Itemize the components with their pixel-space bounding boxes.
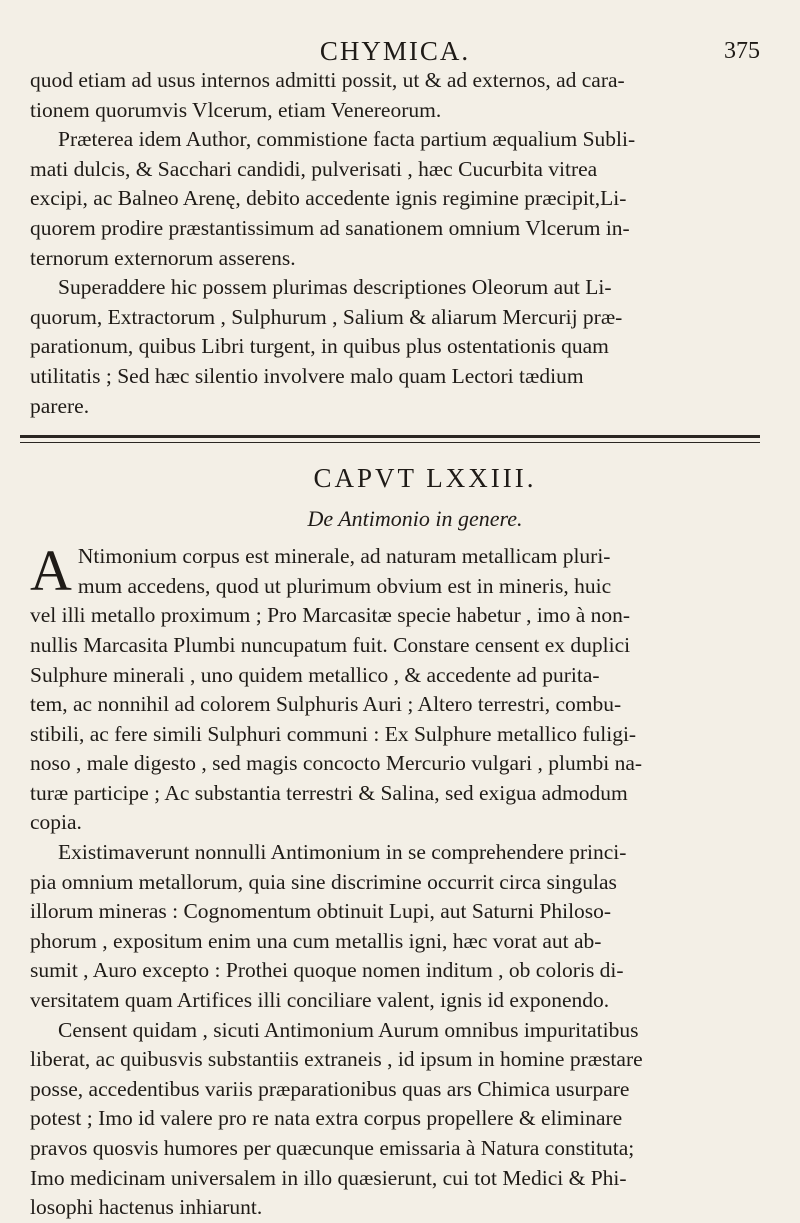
text-line: quorum, Extractorum , Sulphurum , Salium & aliarum Mercurij præ- (30, 304, 623, 329)
text-line: Præterea idem Author, commistione facta partium æqualium Subli- (58, 127, 636, 152)
text-line: copia. (30, 810, 82, 835)
chapter-text (30, 538, 760, 1223)
text-line: tem, ac nonnihil ad colorem Sulphuris Auri ; Altero terrestri, combu- (30, 692, 622, 717)
text-line: mum accedens, quod ut plurimum obvium est in mineris, huic (77, 573, 612, 598)
text-line: losophi hactenus inhiarunt. (30, 1195, 263, 1220)
text-line: illorum mineras : Cognomentum obtinuit Lupi, aut Saturni Philoso- (30, 899, 612, 924)
text-line: liberat, ac quibusvis substantiis extraneis , id ipsum in homine præstare (30, 1047, 643, 1072)
text-line: turæ participe ; Ac substantia terrestri & Salina, sed exigua admodum (30, 780, 628, 805)
text-line: pravos quosvis humores per quæcunque emissaria à Natura constituta; (30, 1136, 635, 1160)
text-line: parere. (30, 393, 90, 418)
text-line: Sulphure minerali , uno quidem metallico , & accedente ad purita- (30, 662, 600, 687)
text-line: quorem prodire præstantissimum ad sanationem omnium Vlcerum in- (30, 215, 630, 240)
drop-cap-initial: A (30, 538, 72, 604)
text-line: phorum , expositum enim una cum metallis igni, hæc vorat aut ab- (30, 928, 602, 953)
text-line: stibili, ac fere simili Sulphuri communi : Ex Sulphure metallico fuligi- (30, 721, 637, 746)
text-line: posse, accedentibus variis præparationibus quas ars Chimica usurpare (30, 1076, 630, 1101)
text-line: versitatem quam Artifices illi conciliare valent, ignis id exponendo. (30, 988, 610, 1013)
text-line: Existimaverunt nonnulli Antimonium in se comprehendere princi- (58, 840, 627, 865)
text-line: parationum, quibus Libri turgent, in quibus plus ostentationis quam (30, 334, 609, 359)
text-line: vel illi metallo proximum ; Pro Marcasitæ specie habetur , imo à non- (30, 603, 631, 628)
page-number: 375 (724, 38, 760, 64)
text-line: quod etiam ad usus internos admitti possit, ut & ad externos, ad cara- (30, 68, 625, 92)
text-line: potest ; Imo id valere pro re nata extra corpus propellere & eliminare (30, 1106, 623, 1131)
preceding-text (30, 66, 760, 421)
section-divider (20, 435, 760, 443)
text-line: Superaddere hic possem plurimas descriptiones Oleorum aut Li- (58, 275, 612, 300)
text-line: Censent quidam , sicuti Antimonium Aurum omnibus impuritatibus (58, 1017, 639, 1042)
text-line: pia omnium metallorum, quia sine discrimine occurrit circa singulas (30, 869, 617, 894)
text-line: Imo medicinam universalem in illo quæsierunt, cui tot Medici & Phi- (30, 1165, 627, 1190)
running-title: CHYMICA. (319, 36, 471, 66)
text-line: mati dulcis, & Sacchari candidi, pulverisati , hæc Cucurbita vitrea (30, 156, 598, 181)
text-line: noso , male digesto , sed magis concocto Mercurio vulgari , plumbi na- (30, 751, 643, 776)
chapter-subtitle: De Antimonio in genere. (307, 506, 523, 532)
text-line: ternorum externorum asserens. (30, 245, 296, 270)
running-head (30, 36, 760, 66)
text-line: excipi, ac Balneo Arenę, debito accedente ignis regimine præcipit,Li- (30, 186, 627, 211)
text-line: Ntimonium corpus est minerale, ad naturam metallicam pluri- (77, 544, 611, 569)
text-line: tionem quorumvis Vlcerum, etiam Venereorum. (30, 97, 442, 122)
text-line: utilitatis ; Sed hæc silentio involvere malo quam Lectori tædium (30, 363, 584, 388)
chapter-heading: CAPVT LXXIII. (313, 463, 537, 494)
text-line: nullis Marcasita Plumbi nuncupatum fuit. Constare censent ex duplici (30, 632, 631, 657)
text-line: sumit , Auro excepto : Prothei quoque nomen inditum , ob coloris di- (30, 958, 624, 983)
